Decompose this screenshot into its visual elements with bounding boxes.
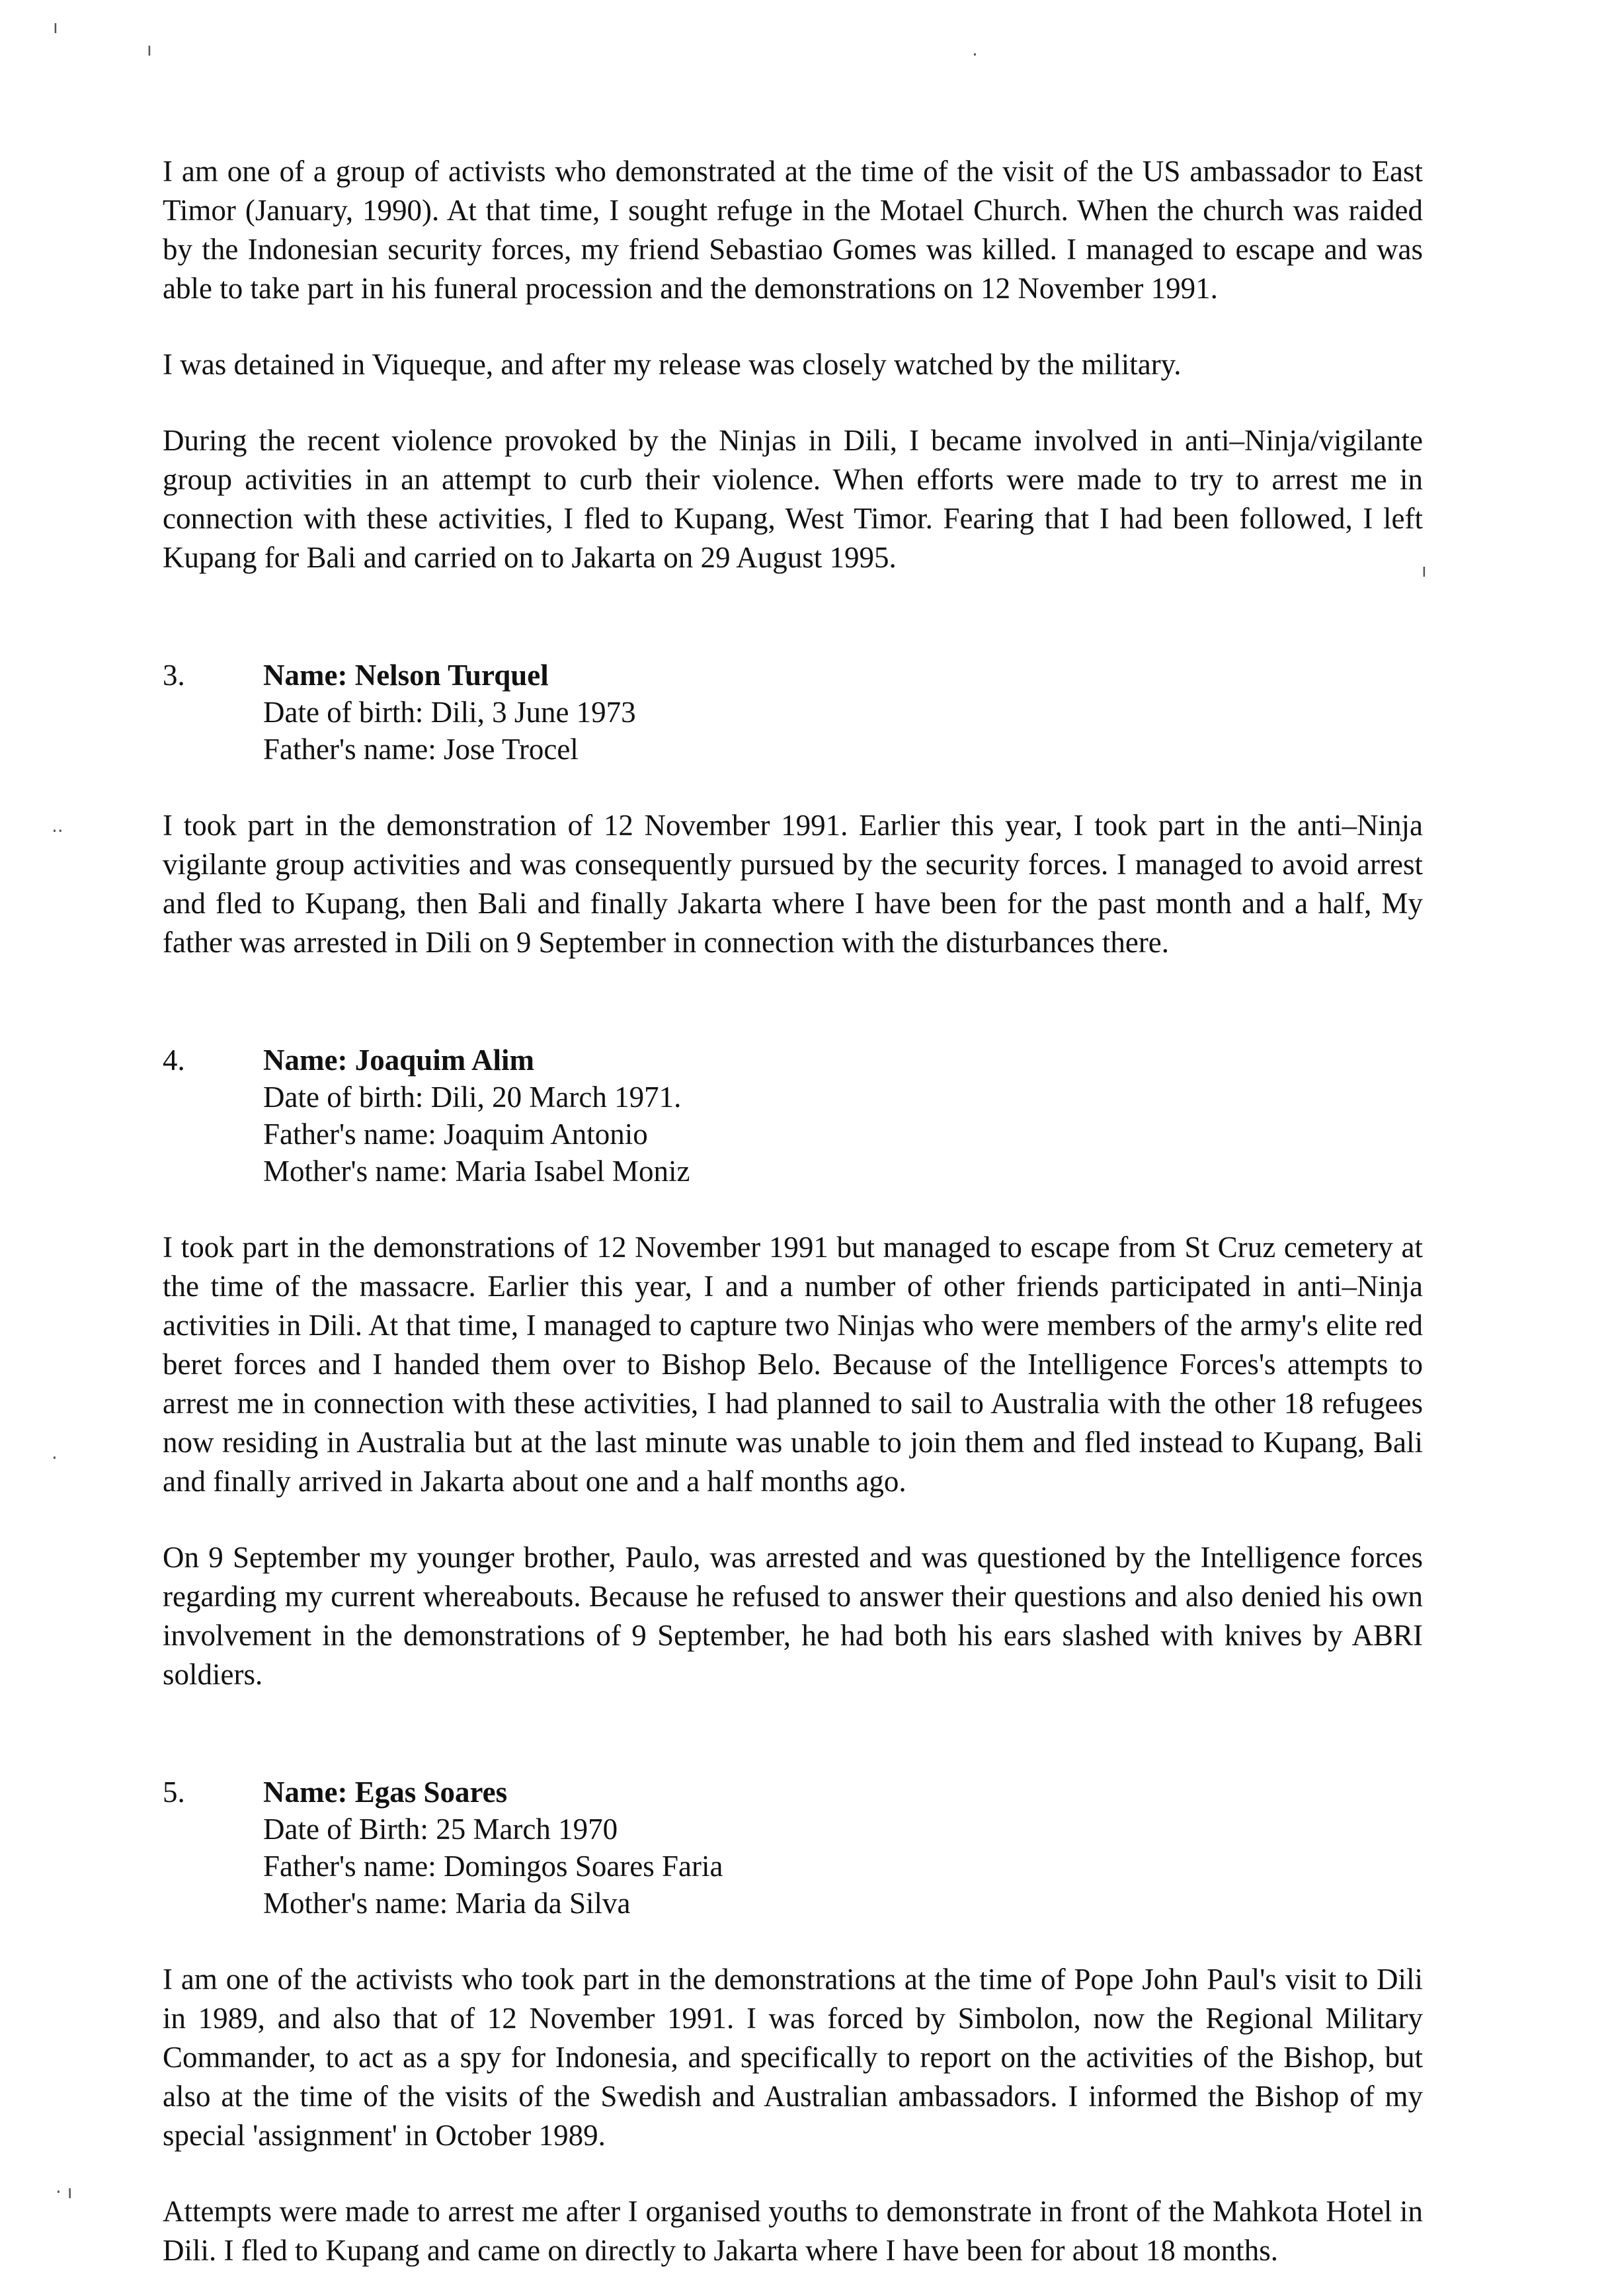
entry-header [163, 657, 1423, 768]
entry-mother-name: Mother's name: Maria da Silva [263, 1887, 631, 1920]
entry-5 [163, 1774, 1423, 2270]
entry-number: 5. [163, 1776, 185, 1809]
scan-speck: ·· [52, 820, 63, 842]
intro-paragraph-2: I was detained in Viqueque, and after my release was closely watched by the military. [163, 348, 1182, 381]
entry-number: 3. [163, 659, 185, 692]
entry-father-name: Father's name: Joaquim Antonio [263, 1118, 648, 1151]
intro-paragraph-3: During the recent violence provoked by the Ninjas in Dili, I became involved in anti–Ninja/vigilante group activities in an attempt to curb their violence. When efforts were made to try to arrest me in connection with these activities, I fled to Kupang, West Timor. Fearing that I had been followed, I left Kupang for Bali and carried on to Jakarta on 29 August 1995. [163, 424, 1423, 574]
entry-mother-name: Mother's name: Maria Isabel Moniz [263, 1155, 690, 1188]
entry-number: 4. [163, 1044, 185, 1077]
entry-paragraph: I took part in the demonstrations of 12 November 1991 but managed to escape from St Cruz cemetery at the time of the massacre. Earlier this year, I and a number of other friends participated in anti–Ninja activities in Dili. At that time, I managed to capture two Ninjas who were members of the army's elite red beret forces and I handed them over to Bishop Belo. Because of the Intelligence Forces's attempts to arrest me in connection with these activities, I had planned to sail to Australia with the other 18 refugees now residing in Australia but at the last minute was unable to join them and fled instead to Kupang, Bali and finally arrived in Jakarta about one and a half months ago. [163, 1231, 1423, 1498]
scan-speck: · ı [56, 2181, 73, 2203]
entry-name: Name: Joaquim Alim [263, 1044, 534, 1077]
entry-paragraph: On 9 September my younger brother, Paulo, was arrested and was questioned by the Intelligence forces regarding my current whereabouts. Because he refused to answer their questions and also denied his own involvement in the demonstrations of 9 September, he had both his ears slashed with knives by ABRI soldiers. [163, 1541, 1423, 1691]
entry-date-of-birth: Date of birth: Dili, 3 June 1973 [263, 696, 636, 729]
entry-paragraph: I took part in the demonstration of 12 November 1991. Earlier this year, I took part in the anti–Ninja vigilante group activities and was consequently pursued by the security forces. I managed to avoid arrest and fled to Kupang, then Bali and finally Jakarta where I have been for the past month and a half, My father was arrested in Dili on 9 September in connection with the disturbances there. [163, 809, 1423, 959]
entry-3 [163, 657, 1423, 962]
scan-speck: · [52, 1447, 58, 1469]
entry-date-of-birth: Date of birth: Dili, 20 March 1971. [263, 1081, 682, 1114]
scan-speck: · [972, 44, 978, 65]
document-body [163, 152, 1423, 2270]
entry-4 [163, 1042, 1423, 1694]
scan-speck: ı [147, 38, 152, 60]
scan-speck: ı [1422, 559, 1427, 581]
entry-paragraph: Attempts were made to arrest me after I organised youths to demonstrate in front of the Mahkota Hotel in Dili. I fled to Kupang and came on directly to Jakarta where I have been for about 18 months. [163, 2195, 1423, 2267]
entry-date-of-birth: Date of Birth: 25 March 1970 [263, 1813, 618, 1846]
entry-paragraph: I am one of the activists who took part in the demonstrations at the time of Pope John Paul's visit to Dili in 1989, and also that of 12 November 1991. I was forced by Simbolon, now the Regional Military Commander, to act as a spy for Indonesia, and specifically to report on the activities of the Bishop, but also at the time of the visits of the Swedish and Australian ambassadors. I informed the Bishop of my special 'assignment' in October 1989. [163, 1963, 1423, 2152]
entry-header [163, 1042, 1423, 1190]
entry-father-name: Father's name: Jose Trocel [263, 733, 579, 766]
entry-name: Name: Egas Soares [263, 1776, 508, 1809]
entry-father-name: Father's name: Domingos Soares Faria [263, 1850, 723, 1883]
entry-name: Name: Nelson Turquel [263, 659, 549, 692]
entry-header [163, 1774, 1423, 1922]
scan-speck: ı [53, 16, 58, 38]
intro-paragraph-1: I am one of a group of activists who demonstrated at the time of the visit of the US ambassador to East Timor (January, 1990). At that time, I sought refuge in the Motael Church. When the church was raided by the Indonesian security forces, my friend Sebastiao Gomes was killed. I managed to escape and was able to take part in his funeral procession and the demonstrations on 12 November 1991. [163, 155, 1423, 305]
